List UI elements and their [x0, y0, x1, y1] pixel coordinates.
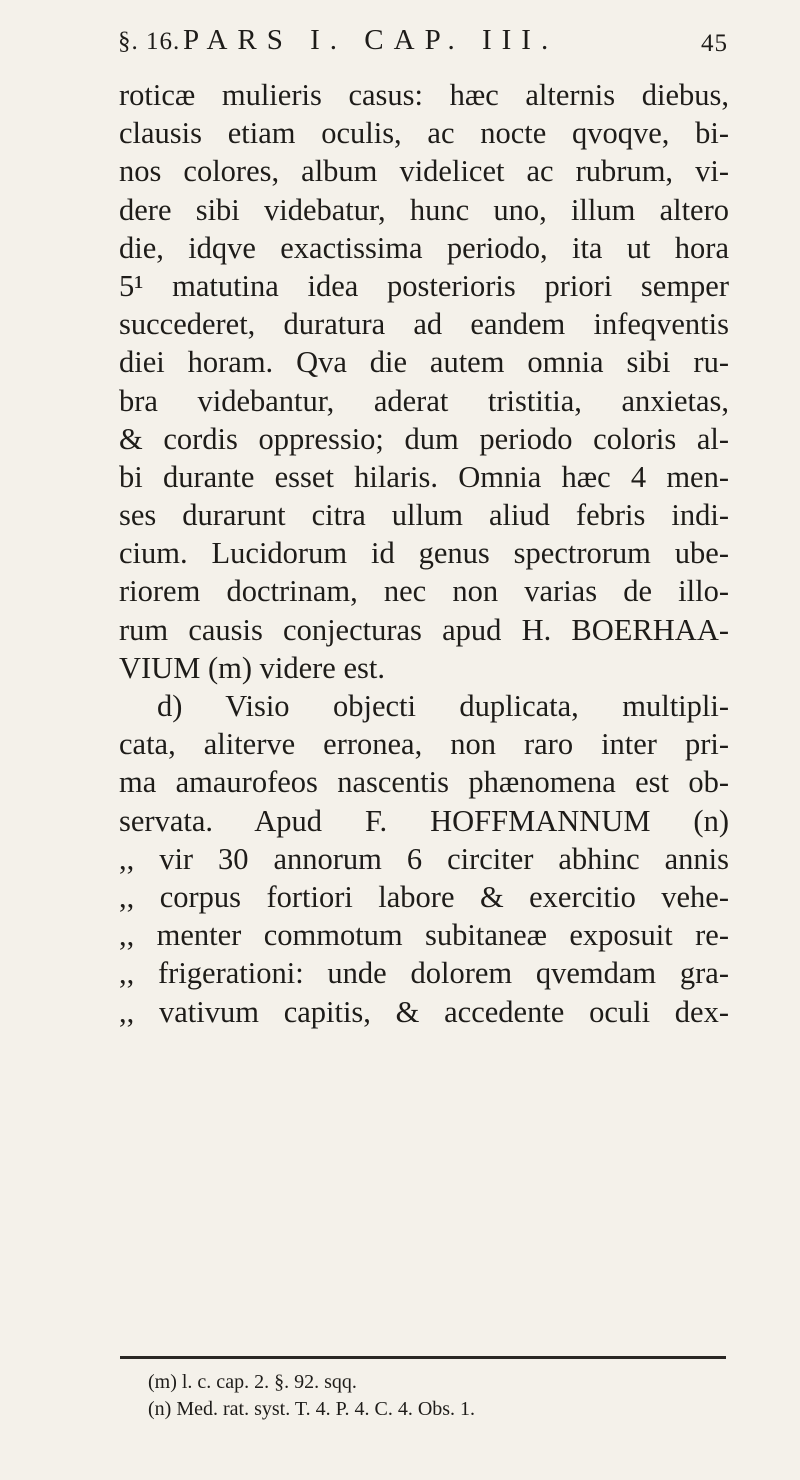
- text-line: ,, menter commotum subitaneæ exposuit re-: [119, 918, 729, 953]
- text-line: nos colores, album videlicet ac rubrum, vi-: [119, 154, 729, 189]
- running-header: [118, 24, 728, 68]
- text-line: ,, vativum capitis, & accedente oculi dex-: [119, 994, 729, 1029]
- text-line: die, idqve exactissima periodo, ita ut hora: [119, 230, 729, 265]
- text-line: cata, aliterve erronea, non raro inter pri-: [119, 727, 729, 762]
- text-line: bi durante esset hilaris. Omnia hæc 4 men-: [119, 459, 729, 494]
- text-line: ,, vir 30 annorum 6 circiter abhinc annis: [119, 841, 729, 876]
- main-text: [119, 76, 729, 1031]
- text-line: clausis etiam oculis, ac nocte qvoqve, bi-: [119, 116, 729, 151]
- text-line: riorem doctrinam, nec non varias de illo-: [119, 574, 729, 609]
- text-line: VIUM (m) videre est.: [119, 650, 385, 685]
- footnote-n: (n) Med. rat. syst. T. 4. P. 4. C. 4. Obs. 1.: [148, 1398, 476, 1420]
- running-title: PARS I. CAP. III.: [183, 24, 559, 56]
- text-line: d) Visio objecti duplicata, multipli-: [157, 689, 729, 723]
- text-line: diei horam. Qva die autem omnia sibi ru-: [119, 345, 729, 380]
- text-line: ma amaurofeos nascentis phænomena est ob-: [119, 765, 729, 800]
- footnote-divider: [120, 1356, 726, 1359]
- text-line: ses durarunt citra ullum aliud febris indi-: [119, 498, 729, 533]
- text-line: & cordis oppressio; dum periodo coloris al-: [119, 421, 729, 456]
- text-line: ,, corpus fortiori labore & exercitio vehe-: [119, 879, 729, 914]
- text-line: dere sibi videbatur, hunc uno, illum altero: [119, 192, 729, 227]
- text-line: cium. Lucidorum id genus spectrorum ube-: [119, 536, 729, 571]
- footnote-m: (m) l. c. cap. 2. §. 92. sqq.: [148, 1371, 357, 1393]
- section-mark: §. 16.: [118, 28, 181, 55]
- text-line: rum causis conjecturas apud H. BOERHAA-: [119, 612, 729, 647]
- text-line: ,, frigerationi: unde dolorem qvemdam gra-: [119, 956, 729, 991]
- text-line: 5¹ matutina idea posterioris priori semper: [119, 268, 729, 303]
- text-line: roticæ mulieris casus: hæc alternis diebus,: [119, 78, 729, 112]
- text-line: succederet, duratura ad eandem infeqventis: [119, 307, 729, 342]
- text-line: servata. Apud F. HOFFMANNUM (n): [119, 803, 729, 838]
- text-line: bra videbantur, aderat tristitia, anxietas,: [119, 383, 729, 418]
- footnotes: [148, 1369, 708, 1423]
- page-number: 45: [701, 30, 728, 57]
